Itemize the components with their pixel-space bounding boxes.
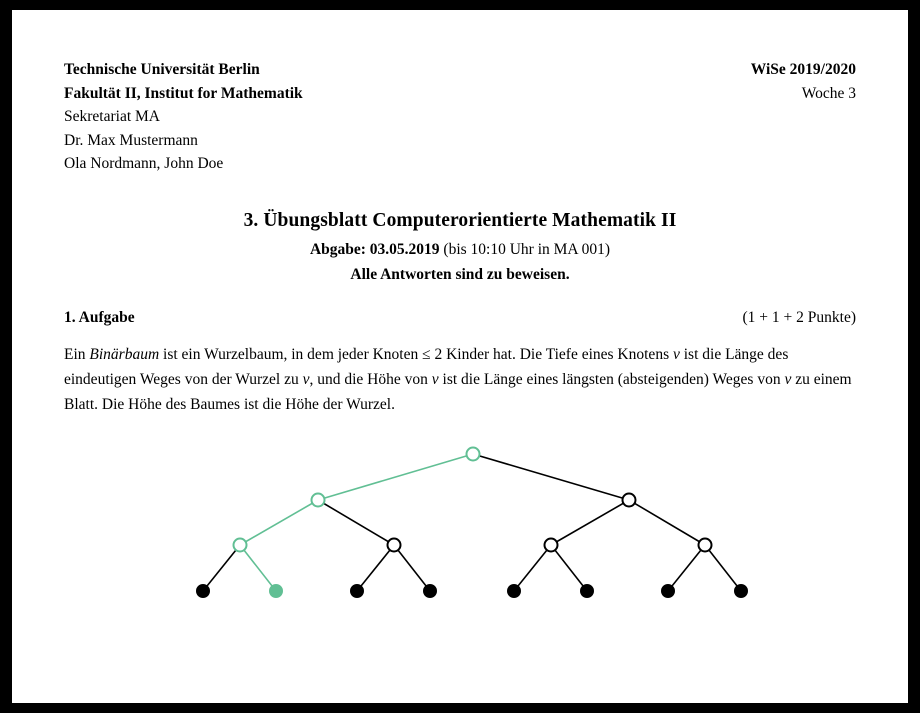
exercise-label: 1. Aufgabe	[64, 308, 135, 326]
document-page	[12, 10, 908, 703]
document-header	[64, 58, 856, 176]
emphasis-term: v	[431, 370, 439, 388]
faculty-name: Fakultät II, Institut for Mathematik	[64, 84, 303, 102]
emphasis-term: v	[302, 370, 310, 388]
exercise-paragraph	[64, 342, 856, 417]
tree-edge	[318, 454, 473, 500]
header-left-block	[64, 58, 539, 176]
tree-node	[351, 585, 363, 597]
binary-tree-svg	[64, 443, 856, 618]
tree-edge	[240, 500, 318, 545]
tree-node	[735, 585, 747, 597]
emphasis-term: v	[672, 345, 680, 363]
tree-edge	[240, 545, 276, 591]
tree-node	[623, 494, 636, 507]
header-right-block	[751, 58, 856, 105]
tree-edge	[551, 545, 587, 591]
tree-edge	[705, 545, 741, 591]
tree-node	[388, 539, 401, 552]
paragraph-text: , und die Höhe von	[309, 370, 432, 388]
tree-node	[699, 539, 712, 552]
tree-edge	[203, 545, 240, 591]
paragraph-text: ist ein Wurzelbaum, in dem jeder Knoten ≤ 2 Kinder hat. Die Tiefe eines Knotens	[159, 345, 673, 363]
tree-edge	[394, 545, 430, 591]
tree-node	[270, 585, 282, 597]
emphasis-term: v	[784, 370, 792, 388]
week-label: Woche 3	[801, 84, 856, 102]
tree-edge	[668, 545, 705, 591]
tree-node	[662, 585, 674, 597]
tree-edge	[357, 545, 394, 591]
university-name: Technische Universität Berlin	[64, 61, 260, 78]
due-date: Abgabe: 03.05.2019	[309, 240, 440, 258]
page-title: 3. Übungsblatt Computerorientierte Mathematik II	[243, 209, 677, 231]
due-line	[64, 241, 856, 259]
tree-node	[508, 585, 520, 597]
tree-node	[545, 539, 558, 552]
semester-label: WiSe 2019/2020	[750, 61, 856, 78]
proof-notice: Alle Antworten sind zu beweisen.	[350, 265, 570, 283]
tree-node	[581, 585, 593, 597]
tree-node	[467, 448, 480, 461]
paragraph-text: zu einem Blatt. Die Höhe des Baumes ist die Höhe der Wurzel.	[64, 370, 852, 413]
tree-edge	[473, 454, 629, 500]
exercise-points: (1 + 1 + 2 Punkte)	[742, 308, 856, 326]
tree-edge	[318, 500, 394, 545]
paragraph-text: ist die Länge eines längsten (absteigenden) Weges von	[438, 370, 785, 388]
tree-edge	[551, 500, 629, 545]
tree-edge	[514, 545, 551, 591]
tree-node	[424, 585, 436, 597]
lecturer-name: Dr. Max Mustermann	[64, 131, 198, 149]
secretariat: Sekretariat MA	[64, 108, 160, 126]
tree-node	[234, 539, 247, 552]
title-block	[64, 210, 856, 284]
binary-tree-figure	[64, 443, 856, 623]
exercise-heading	[64, 309, 856, 327]
paragraph-text: ist die Länge des eindeutigen Weges von der Wurzel zu	[64, 345, 789, 388]
paragraph-text: Ein	[64, 345, 90, 363]
tree-node	[312, 494, 325, 507]
document-content	[64, 58, 856, 623]
due-details: (bis 10:10 Uhr in MA 001)	[439, 240, 611, 258]
emphasis-term: Binärbaum	[89, 345, 160, 363]
tree-edge	[629, 500, 705, 545]
assistants-names: Ola Nordmann, John Doe	[64, 155, 224, 173]
tree-node	[197, 585, 209, 597]
